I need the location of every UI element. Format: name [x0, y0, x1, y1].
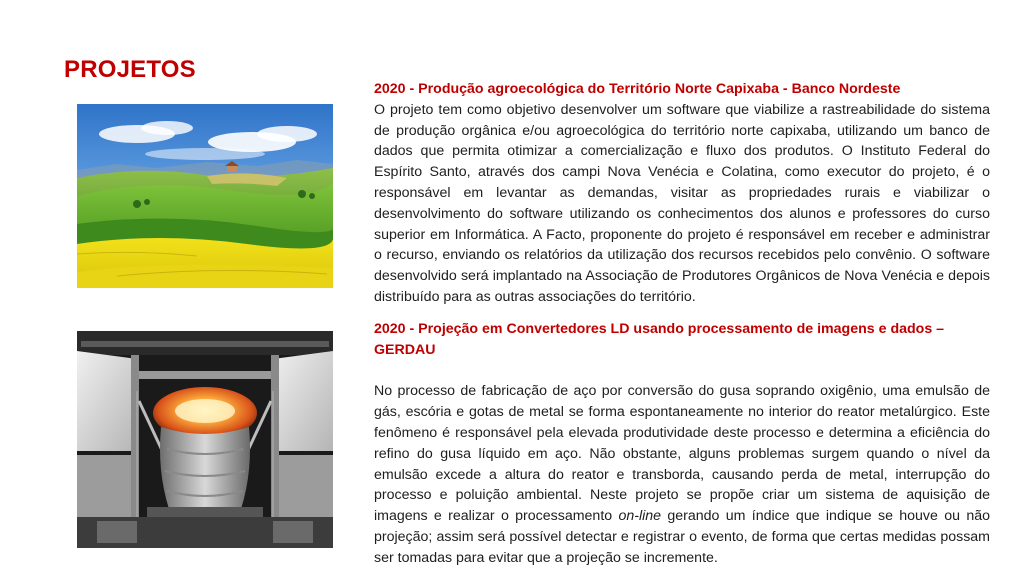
project-2-description-italic: on-line: [618, 508, 662, 525]
project-2: [374, 319, 990, 569]
project-1-heading: 2020 - Produção agroecológica do Território Norte Capixaba - Banco Nordeste: [374, 81, 901, 97]
project-2-description-part-1: No processo de fabricação de aço por conversão do gusa soprando oxigênio, uma emulsão de gás, escória e gotas de metal se forma espontaneamente no interior do reator metalúrgico. Este fenômeno é responsável pela elevada produtividade deste processo e determina a eficiência do refino do gusa líquido em aço. Não obstante, alguns problemas surgem quando o nível da emulsão excede a altura do reator e transborda, causando perda de metal, interrupção do processo e poluição ambiental. Neste projeto se propõe criar um sistema de aquisição de imagens e realizar o processamento: [374, 383, 990, 525]
project-2-heading: 2020 - Projeção em Convertedores LD usando processamento de imagens e dados – GERDAU: [374, 321, 945, 358]
project-2-description-part-2: gerando um índice que indique se houve ou não projeção; assim será possível detectar e registrar o evento, de forma que certas medidas possam ser tomadas para evitar que a projeção se incremente.: [374, 508, 990, 566]
project-2-description: [374, 381, 990, 568]
countryside-fields-photo: [77, 104, 333, 288]
page-title: PROJETOS: [64, 56, 196, 83]
project-1-description: O projeto tem como objetivo desenvolver um software que viabilize a rastreabilidade do sistema de produção orgânica e/ou agroecológica do território norte capixaba, utilizando um banco de dados que permita otimizar a comercialização e fluxo dos produtos. O Instituto Federal do Espírito Santo, através dos campi Nova Venécia e Colatina, como executor do projeto, é o responsável em levantar as demandas, visitar as propriedades rurais e viabilizar o desenvolvimento do software utilizando os conhecimentos dos alunos e professores do curso superior em Informática. A Facto, proponente do projeto é responsável em receber e administrar o recurso, enviando os relatórios da utilização dos recursos recebidos pelo convênio. O software desenvolvido será implantado na Associação de Produtores Orgânicos de Nova Venécia e depois distribuído para as outras associações do território.: [374, 101, 990, 305]
steel-converter-photo: [77, 331, 333, 548]
project-1: [374, 79, 990, 308]
